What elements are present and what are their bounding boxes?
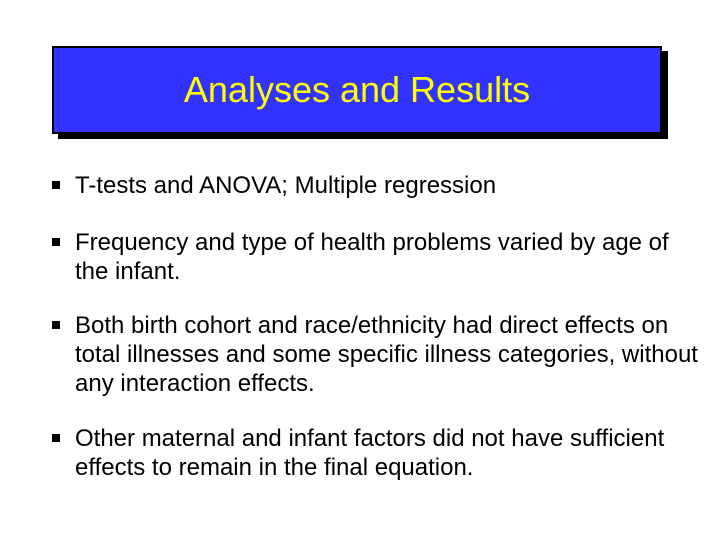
bullet-item bbox=[52, 228, 702, 286]
bullet-text: Both birth cohort and race/ethnicity had direct effects on total illnesses and some specific illness categories, without any interaction effects. bbox=[75, 312, 698, 397]
bullet-text: Frequency and type of health problems varied by age of the infant. bbox=[75, 229, 669, 285]
bullet-item bbox=[52, 424, 702, 482]
square-bullet-icon bbox=[52, 238, 60, 246]
bullet-item bbox=[52, 311, 702, 398]
bullet-item bbox=[52, 171, 702, 200]
square-bullet-icon bbox=[52, 321, 60, 329]
title-box bbox=[52, 46, 662, 134]
bullet-text: Other maternal and infant factors did not have sufficient effects to remain in the final equation. bbox=[75, 425, 665, 481]
square-bullet-icon bbox=[52, 181, 60, 189]
square-bullet-icon bbox=[52, 434, 60, 442]
slide-title: Analyses and Results bbox=[183, 69, 531, 110]
bullet-text: T-tests and ANOVA; Multiple regression bbox=[75, 172, 497, 199]
